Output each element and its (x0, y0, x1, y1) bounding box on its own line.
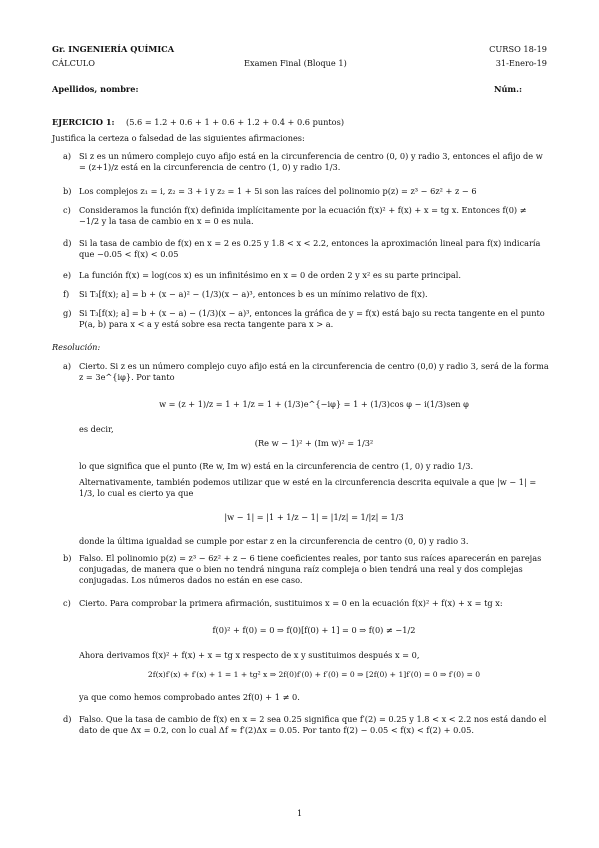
solution-text: Cierto. Si z es un número complejo cuyo afijo está en la circunferencia de centro (0,0) y radio 3, será de la forma z = 3e^{iφ}. Por tanto (79, 361, 549, 383)
solution-label: c) (63, 598, 71, 608)
item-label: c) (63, 205, 71, 215)
item-label: f) (63, 289, 70, 299)
solution-label: d) (63, 714, 72, 724)
item-label: a) (63, 151, 72, 161)
item-label: e) (63, 270, 72, 280)
solution-text: Ahora derivamos f(x)² + f(x) + x = tg x respecto de x y sustituimos después x = 0, (79, 650, 420, 660)
item-label: d) (63, 238, 72, 248)
subject: CÁLCULO (52, 58, 95, 68)
institution: Gr. INGENIERÍA QUÍMICA (52, 44, 175, 54)
exercise-title: EJERCICIO 1: (52, 117, 115, 127)
exam-date: 31-Enero-19 (495, 58, 547, 68)
number-label: Núm.: (494, 84, 522, 94)
solution-text: es decir, (79, 424, 114, 434)
item-label: b) (63, 186, 72, 196)
solution-text: donde la última igualdad se cumple por estar z en la circunferencia de centro (0, 0) y radio 3. (79, 536, 469, 546)
course-year: CURSO 18-19 (489, 44, 547, 54)
equation: w = (z + 1)/z = 1 + 1/z = 1 + (1/3)e^{−iφ} = 1 + (1/3)cos φ − i(1/3)sen φ (159, 399, 469, 409)
solution-text: ya que como hemos comprobado antes 2f(0) + 1 ≠ 0. (79, 692, 300, 702)
solution-label: b) (63, 553, 72, 563)
item-text: Si T₃[f(x); a] = b + (x − a)² − (1/3)(x − a)³, entonces b es un mínimo relativo de f(x). (79, 289, 428, 299)
item-text: Si la tasa de cambio de f(x) en x = 2 es 0.25 y 1.8 < x < 2.2, entonces la aproximación lineal para f(x) indicaría que −0.05 < f(x) < 0.05 (79, 238, 541, 260)
exam-title: Examen Final (Bloque 1) (244, 58, 347, 68)
solution-text: Falso. Que la tasa de cambio de f(x) en x = 2 sea 0.25 significa que f′(2) = 0.25 y 1.8 < x < 2.2 nos está dando el dato de que Δx = 0.2, con lo cual Δf ≈ f′(2)Δx = 0.05. Por tanto f(2) − 0.05 < f(x) < f(2) + 0.05. (79, 714, 547, 736)
exercise-points: (5.6 = 1.2 + 0.6 + 1 + 0.6 + 1.2 + 0.4 + 0.6 puntos) (126, 117, 345, 127)
resolution-title: Resolución: (52, 342, 101, 352)
item-text: Los complejos z₁ = i, z₂ = 3 + i y z₂ = 1 + 5i son las raíces del polinomio p(z) = z³ − 6z² + z − 6 (79, 186, 477, 196)
solution-label: a) (63, 361, 72, 371)
solution-text: lo que significa que el punto (Re w, Im w) está en la circunferencia de centro (1, 0) y radio 1/3. (79, 461, 474, 471)
equation: 2f(x)f′(x) + f′(x) + 1 = 1 + tg² x ⇒ 2f(0)f′(0) + f′(0) = 0 ⇒ [2f(0) + 1]f′(0) = 0 ⇒ f′(0) = 0 (147, 670, 481, 679)
solution-text: Cierto. Para comprobar la primera afirmación, sustituimos x = 0 en la ecuación f(x)² + f(x) + x = tg x: (79, 598, 503, 608)
name-label: Apellidos, nombre: (52, 84, 139, 94)
item-text: La función f(x) = log(cos x) es un infinitésimo en x = 0 de orden 2 y x² es su parte principal. (79, 270, 461, 280)
item-label: g) (63, 308, 72, 318)
solution-text: Alternativamente, también podemos utilizar que w esté en la circunferencia descrita equivale a que |w − 1| = 1/3, lo cual es cierto ya que (79, 477, 537, 499)
instruction: Justifica la certeza o falsedad de las siguientes afirmaciones: (52, 133, 305, 143)
equation: (Re w − 1)² + (Im w)² = 1/3² (254, 438, 374, 448)
equation: |w − 1| = |1 + 1/z − 1| = |1/z| = 1/|z| = 1/3 (224, 512, 404, 522)
page-number: 1 (297, 808, 303, 818)
solution-text: Falso. El polinomio p(z) = z³ − 6z² + z − 6 tiene coeficientes reales, por tanto sus raíces aparecerán en parejas conjugadas, de manera que o bien no tendrá ninguna raíz compleja o bien tendrá una real y dos complejas conjugadas. Los números dados no están en ese caso. (79, 553, 542, 586)
item-text: Consideramos la función f(x) definida implícitamente por la ecuación f(x)² + f(x) + x = tg x. Entonces f(0) ≠ −1/2 y la tasa de cambio en x = 0 es nula. (79, 205, 527, 227)
item-text: Si T₃[f(x); a] = b + (x − a) − (1/3)(x − a)³, entonces la gráfica de y = f(x) está bajo su recta tangente en el punto P(a, b) para x < a y está sobre esa recta tangente para x > a. (79, 308, 545, 330)
item-text: Si z es un número complejo cuyo afijo está en la circunferencia de centro (0, 0) y radio 3, entonces el afijo de w = (z+1)/z está en la circunferencia de centro (1, 0) y radio 1/3. (79, 151, 543, 173)
equation: f(0)² + f(0) = 0 ⇒ f(0)[f(0) + 1] = 0 ⇒ f(0) ≠ −1/2 (212, 625, 416, 635)
